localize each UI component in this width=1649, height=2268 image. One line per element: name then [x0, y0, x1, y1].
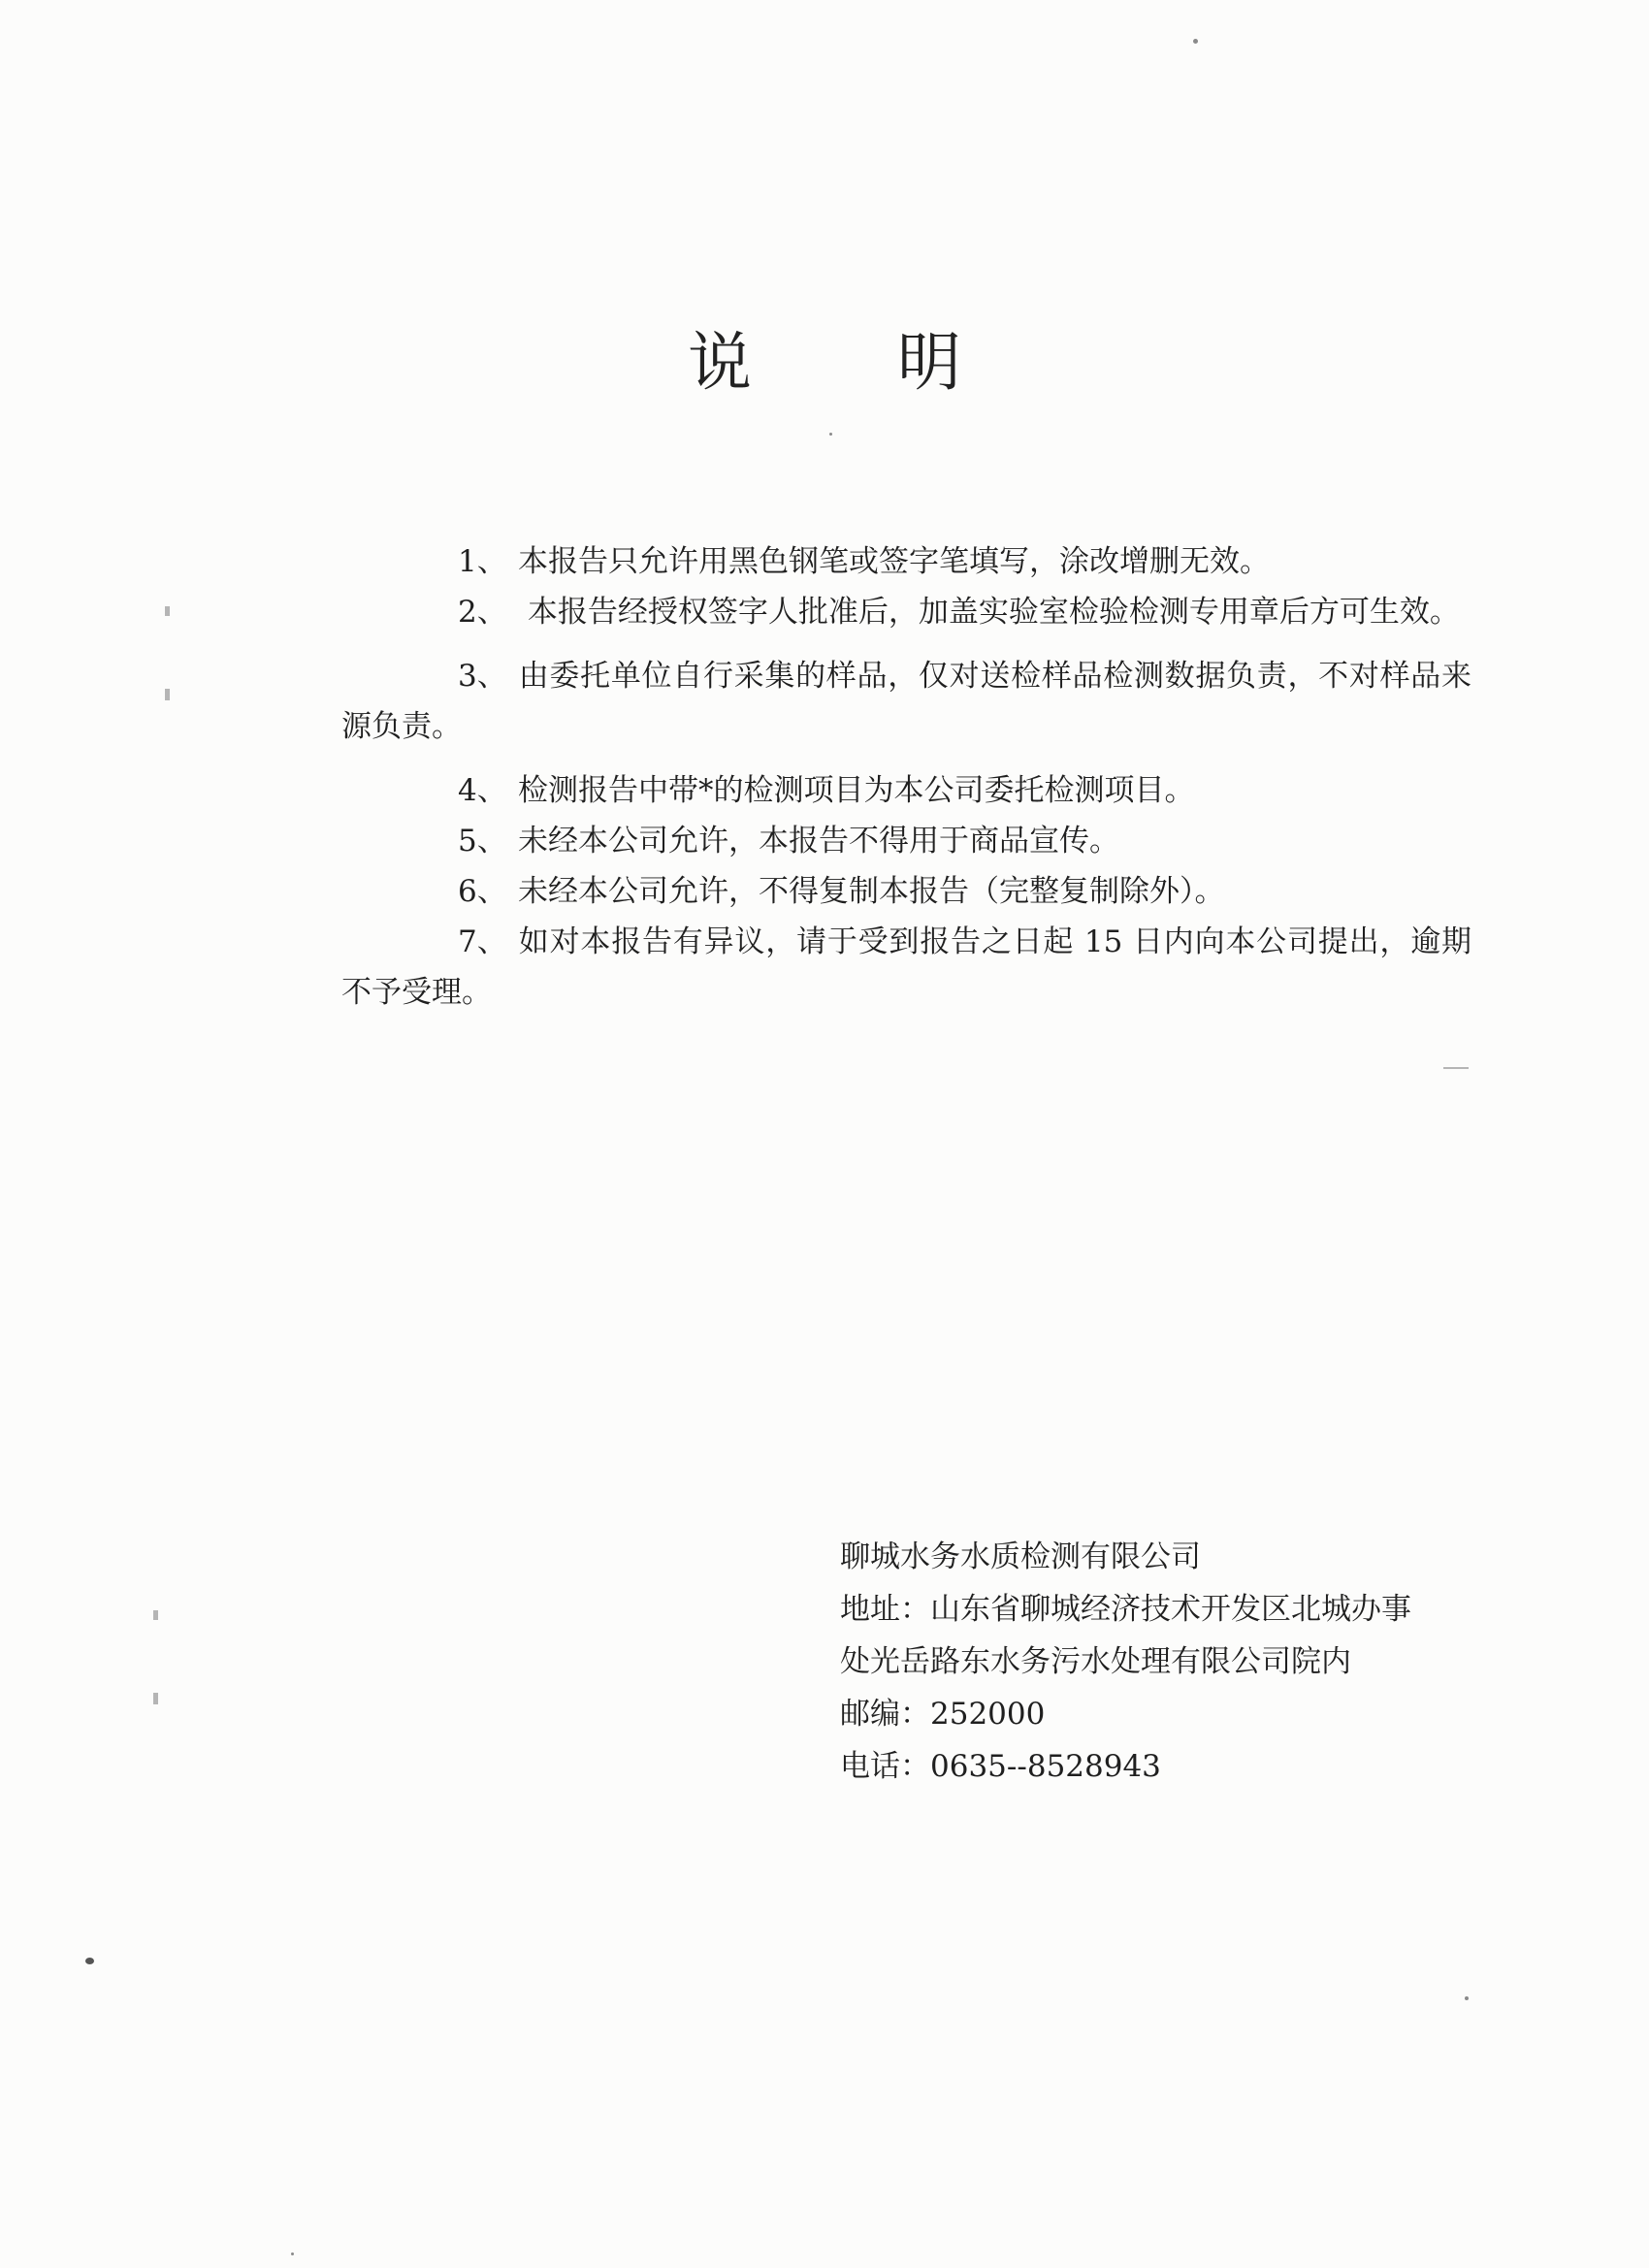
- scan-speck: [85, 1958, 94, 1964]
- note-number: 3、: [458, 659, 507, 694]
- note-number: 6、: [458, 874, 507, 909]
- note-item-5: [341, 816, 1471, 866]
- company-name: 聊城水务水质检测有限公司: [840, 1539, 1201, 1574]
- address-line-2: 处光岳路东水务污水处理有限公司院内: [840, 1644, 1351, 1679]
- note-item-3: [341, 651, 1471, 752]
- note-text: 未经本公司允许，不得复制本报告（完整复制除外）。: [518, 874, 1225, 909]
- scan-speck: [1193, 39, 1198, 44]
- note-item-1: [341, 536, 1471, 587]
- scan-edge-mark: [1443, 1067, 1469, 1069]
- note-item-2: [341, 587, 1471, 637]
- note-text: 检测报告中带*的检测项目为本公司委托检测项目。: [518, 773, 1195, 808]
- scan-speck: [291, 2252, 294, 2255]
- note-text: 本报告只允许用黑色钢笔或签字笔填写，涂改增删无效。: [518, 544, 1270, 579]
- note-number: 7、: [458, 924, 507, 959]
- scan-edge-mark: [165, 689, 170, 700]
- note-item-7: [341, 917, 1471, 1018]
- phone: 电话：0635--8528943: [840, 1749, 1161, 1784]
- scan-speck: [1465, 1996, 1469, 2000]
- page-title: [0, 310, 1649, 403]
- title-char-right: 明: [897, 325, 961, 400]
- postcode: 邮编：252000: [840, 1697, 1046, 1732]
- note-item-4: [341, 765, 1471, 816]
- note-number: 2、: [458, 595, 507, 630]
- scan-edge-mark: [153, 1610, 158, 1620]
- note-text: 本报告经授权签字人批准后，加盖实验室检验检测专用章后方可生效。: [518, 595, 1460, 630]
- scan-edge-mark: [153, 1693, 158, 1704]
- company-contact-block: [840, 1531, 1519, 1793]
- note-text: 未经本公司允许，本报告不得用于商品宣传。: [518, 824, 1119, 859]
- scan-speck: [829, 433, 832, 436]
- note-number: 4、: [458, 773, 507, 808]
- title-char-left: 说: [688, 325, 752, 400]
- address-line-1: 地址：山东省聊城经济技术开发区北城办事: [840, 1592, 1411, 1627]
- note-number: 1、: [458, 544, 507, 579]
- notes-list: [341, 536, 1471, 1018]
- scan-edge-mark: [165, 606, 170, 616]
- note-item-6: [341, 866, 1471, 917]
- note-number: 5、: [458, 824, 507, 859]
- note-text: 由委托单位自行采集的样品，仅对送检样品检测数据负责，不对样品来源负责。: [341, 659, 1471, 744]
- note-text: 如对本报告有异议，请于受到报告之日起 15 日内向本公司提出，逾期不予受理。: [341, 924, 1471, 1010]
